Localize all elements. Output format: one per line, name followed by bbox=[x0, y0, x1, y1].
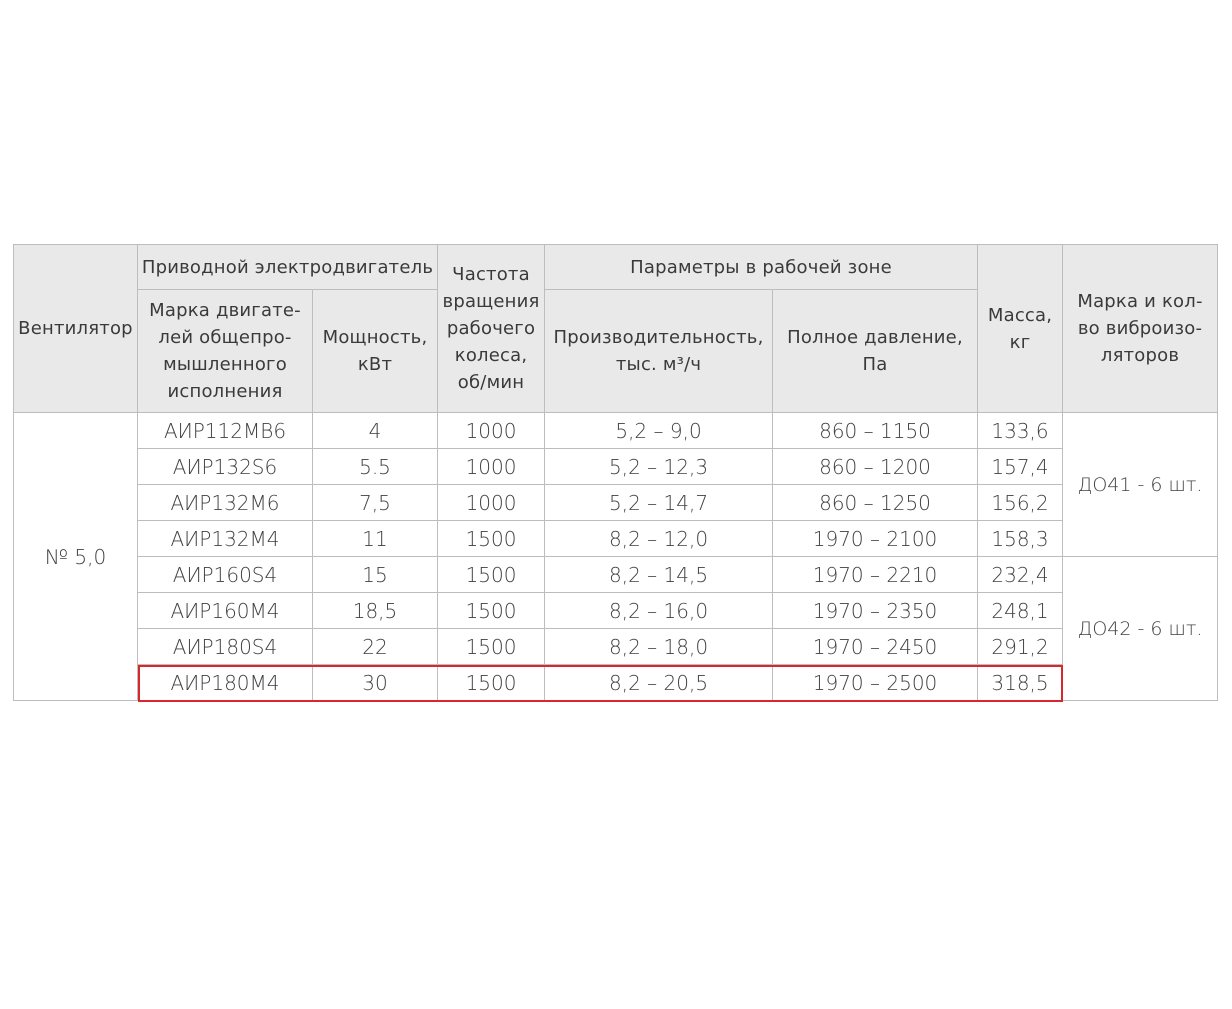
pressure-cell: 1970 – 2450 bbox=[773, 629, 978, 665]
motor-cell: АИР112МВ6 bbox=[138, 413, 313, 449]
rpm-cell: 1000 bbox=[438, 413, 545, 449]
isolator-group-cell: ДО41 - 6 шт. bbox=[1063, 413, 1218, 557]
motor-cell: АИР180S4 bbox=[138, 629, 313, 665]
table-row bbox=[14, 629, 1218, 665]
table-row bbox=[14, 485, 1218, 521]
motor-cell: АИР180М4 bbox=[138, 665, 313, 701]
power-cell: 4 bbox=[313, 413, 438, 449]
mass-cell: 291,2 bbox=[978, 629, 1063, 665]
mass-cell: 158,3 bbox=[978, 521, 1063, 557]
rpm-cell: 1500 bbox=[438, 665, 545, 701]
mass-cell: 248,1 bbox=[978, 593, 1063, 629]
mass-cell: 157,4 bbox=[978, 449, 1063, 485]
header-power: Мощность, кВт bbox=[313, 290, 438, 413]
pressure-cell: 860 – 1150 bbox=[773, 413, 978, 449]
pressure-cell: 1970 – 2500 bbox=[773, 665, 978, 701]
header-fan: Вентилятор bbox=[14, 245, 138, 413]
header-mass: Масса, кг bbox=[978, 245, 1063, 413]
capacity-cell: 5,2 – 14,7 bbox=[545, 485, 773, 521]
motor-cell: АИР132М4 bbox=[138, 521, 313, 557]
motor-cell: АИР132М6 bbox=[138, 485, 313, 521]
capacity-cell: 8,2 – 12,0 bbox=[545, 521, 773, 557]
motor-cell: АИР160М4 bbox=[138, 593, 313, 629]
rpm-cell: 1500 bbox=[438, 593, 545, 629]
table-row bbox=[14, 413, 1218, 449]
pressure-cell: 1970 – 2100 bbox=[773, 521, 978, 557]
table-row bbox=[14, 557, 1218, 593]
capacity-cell: 8,2 – 20,5 bbox=[545, 665, 773, 701]
pressure-cell: 1970 – 2350 bbox=[773, 593, 978, 629]
power-cell: 18,5 bbox=[313, 593, 438, 629]
fan-spec-table bbox=[13, 244, 1218, 701]
header-work-params: Параметры в рабочей зоне bbox=[545, 245, 978, 290]
motor-cell: АИР132S6 bbox=[138, 449, 313, 485]
fan-number: № 5,0 bbox=[14, 413, 138, 701]
header-capacity: Производительность, тыс. м³/ч bbox=[545, 290, 773, 413]
rpm-cell: 1000 bbox=[438, 485, 545, 521]
mass-cell: 232,4 bbox=[978, 557, 1063, 593]
mass-cell: 156,2 bbox=[978, 485, 1063, 521]
power-cell: 22 bbox=[313, 629, 438, 665]
mass-cell: 133,6 bbox=[978, 413, 1063, 449]
power-cell: 11 bbox=[313, 521, 438, 557]
spec-table-container bbox=[13, 244, 1217, 701]
rpm-cell: 1000 bbox=[438, 449, 545, 485]
mass-cell: 318,5 bbox=[978, 665, 1063, 701]
capacity-cell: 8,2 – 16,0 bbox=[545, 593, 773, 629]
header-motor-brand: Марка двигате- лей общепро- мышленного исполнения bbox=[138, 290, 313, 413]
capacity-cell: 5,2 – 9,0 bbox=[545, 413, 773, 449]
pressure-cell: 860 – 1250 bbox=[773, 485, 978, 521]
rpm-cell: 1500 bbox=[438, 557, 545, 593]
rpm-cell: 1500 bbox=[438, 521, 545, 557]
power-cell: 5.5 bbox=[313, 449, 438, 485]
table-row bbox=[14, 593, 1218, 629]
capacity-cell: 8,2 – 14,5 bbox=[545, 557, 773, 593]
capacity-cell: 5,2 – 12,3 bbox=[545, 449, 773, 485]
capacity-cell: 8,2 – 18,0 bbox=[545, 629, 773, 665]
header-isolators: Марка и кол- во виброизо- ляторов bbox=[1063, 245, 1218, 413]
header-drive-motor: Приводной электродвигатель bbox=[138, 245, 438, 290]
isolator-group-cell: ДО42 - 6 шт. bbox=[1063, 557, 1218, 701]
header-pressure: Полное давление, Па bbox=[773, 290, 978, 413]
power-cell: 15 bbox=[313, 557, 438, 593]
power-cell: 30 bbox=[313, 665, 438, 701]
header-rotation: Частота вращения рабочего колеса, об/мин bbox=[438, 245, 545, 413]
table-row-highlighted bbox=[14, 665, 1218, 701]
motor-cell: АИР160S4 bbox=[138, 557, 313, 593]
pressure-cell: 1970 – 2210 bbox=[773, 557, 978, 593]
power-cell: 7,5 bbox=[313, 485, 438, 521]
pressure-cell: 860 – 1200 bbox=[773, 449, 978, 485]
rpm-cell: 1500 bbox=[438, 629, 545, 665]
table-row bbox=[14, 449, 1218, 485]
table-row bbox=[14, 521, 1218, 557]
